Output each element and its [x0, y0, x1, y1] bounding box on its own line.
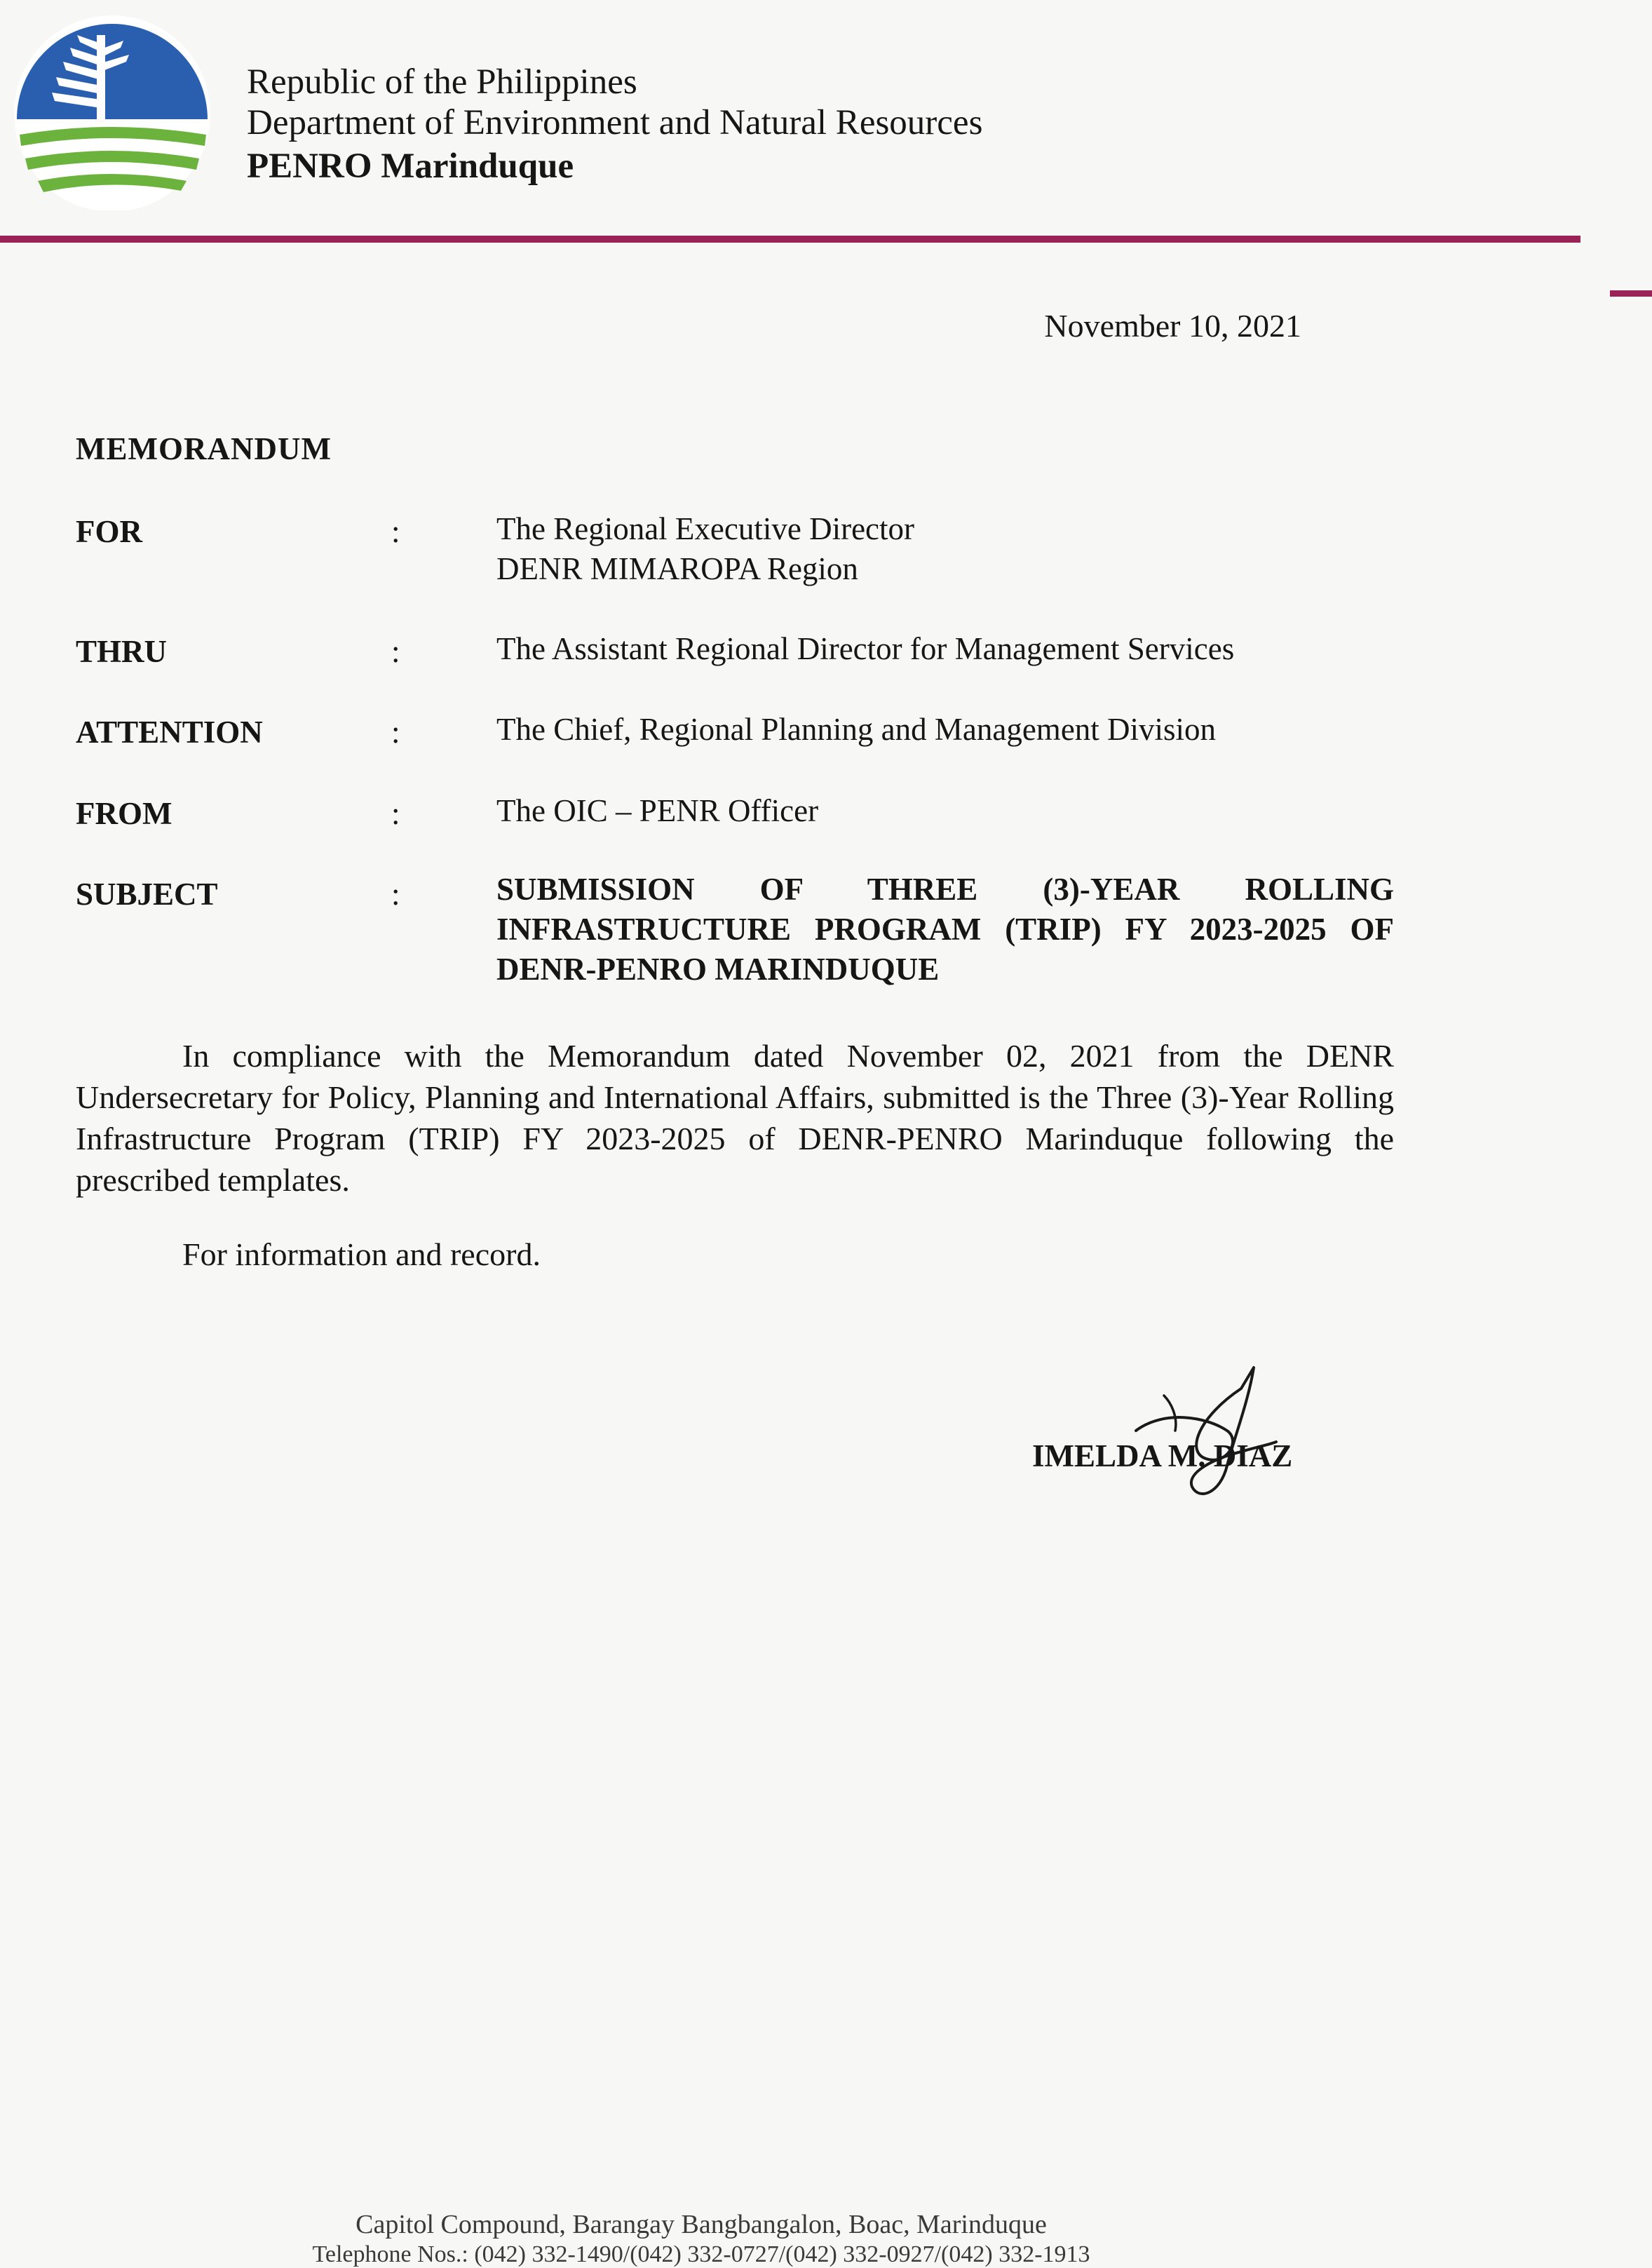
memo-title: MEMORANDUM	[76, 431, 332, 466]
for-recipient-office: DENR MIMAROPA Region	[496, 551, 858, 586]
header-divider	[0, 236, 1580, 243]
thru-colon: :	[391, 634, 400, 669]
letterhead-department: Department of Environment and Natural Resources	[247, 103, 983, 142]
from-value: The OIC – PENR Officer	[496, 793, 819, 828]
thru-label: THRU	[76, 634, 168, 669]
for-recipient-title: The Regional Executive Director	[496, 511, 915, 546]
closing-paragraph: For information and record.	[182, 1236, 541, 1272]
footer-telephone: Telephone Nos.: (042) 332-1490/(042) 332-0727/(042) 332-0927/(042) 332-1913	[312, 2241, 1090, 2267]
subject-value: SUBMISSION OF THREE (3)-YEAR ROLLING INFRASTRUCTURE PROGRAM (TRIP) FY 2023-2025 OF DENR-PENRO MARINDUQUE	[496, 872, 1394, 987]
attention-value: The Chief, Regional Planning and Management Division	[496, 712, 1217, 747]
signatory-name: IMELDA M. DIAZ	[1032, 1438, 1293, 1473]
margin-rule-mark	[1610, 290, 1652, 297]
attention-colon: :	[391, 715, 400, 750]
footer-address: Capitol Compound, Barangay Bangbangalon, Boac, Marinduque	[356, 2210, 1047, 2239]
attention-label: ATTENTION	[76, 715, 263, 750]
letterhead-country: Republic of the Philippines	[247, 62, 637, 102]
denr-logo-icon	[13, 14, 212, 210]
body-paragraph: In compliance with the Memorandum dated November 02, 2021 from the DENR Undersecretary for Policy, Planning and International Affairs, submitted is the Three (3)-Year Rolling Infrastructure Program (TRIP) FY 2023-2025 of DENR-PENRO Marinduque following the prescribed templates.	[76, 1038, 1394, 1198]
memo-date: November 10, 2021	[1044, 308, 1301, 344]
from-label: FROM	[76, 796, 172, 831]
for-colon: :	[391, 514, 400, 549]
thru-value: The Assistant Regional Director for Management Services	[496, 631, 1235, 666]
letterhead-office: PENRO Marinduque	[247, 147, 574, 186]
from-colon: :	[391, 796, 400, 831]
handwritten-signature-icon	[1122, 1354, 1283, 1508]
for-label: FOR	[76, 514, 142, 549]
subject-label: SUBJECT	[76, 877, 218, 912]
subject-colon: :	[391, 877, 400, 912]
